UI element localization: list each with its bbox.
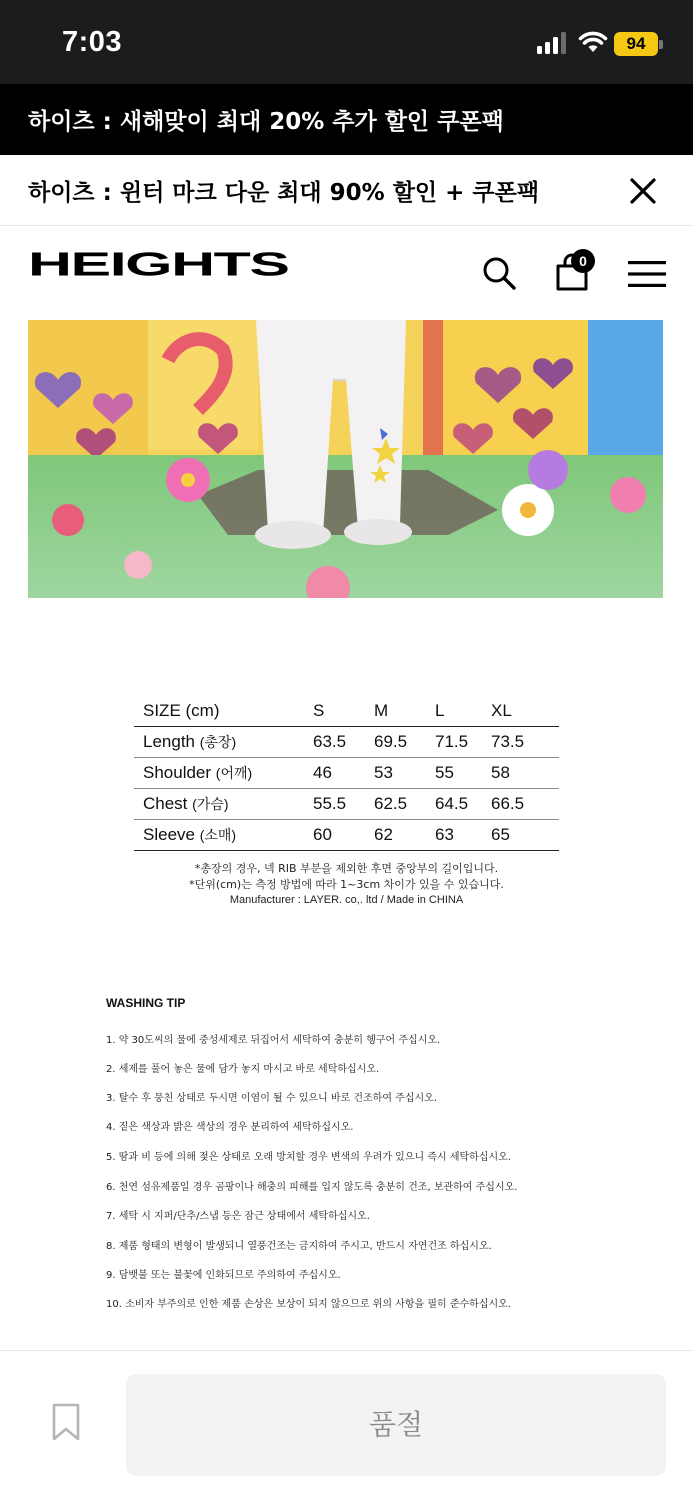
status-time: 7:03 (62, 26, 123, 58)
size-table-header-label: SIZE (cm) (143, 701, 220, 720)
battery-indicator: 94 (614, 32, 658, 56)
washing-tip-item: 4. 짙은 색상과 밝은 색상의 경우 분리하여 세탁하십시오. (106, 1122, 354, 1133)
table-row (134, 758, 559, 789)
row-label-en: Chest (143, 794, 188, 813)
size-table (134, 696, 559, 851)
washing-tip-item: 10. 소비자 부주의로 인한 제품 손상은 보상이 되지 않으므로 위의 사항을 필히 준수하십시오. (106, 1299, 511, 1310)
table-cell: 58 (491, 763, 510, 782)
battery-tip (659, 40, 663, 49)
washing-tip-item: 5. 땀과 비 등에 의해 젖은 상태로 오래 방치할 경우 변색의 우려가 있으니 즉시 세탁하십시오. (106, 1152, 511, 1163)
promo-banner-primary-text: 하이츠 : 새해맞이 최대 20% 추가 할인 쿠폰팩 (28, 109, 504, 135)
table-row (134, 789, 559, 820)
washing-tip-item: 9. 담뱃불 또는 불꽃에 인화되므로 주의하여 주십시오. (106, 1270, 341, 1281)
size-header-s: S (313, 701, 325, 720)
washing-tip-item: 6. 천연 섬유제품일 경우 곰팡이나 해충의 피해를 입지 않도록 충분히 건조, 보관하여 주십시오. (106, 1182, 518, 1193)
table-cell: 64.5 (435, 794, 469, 813)
table-cell: 62 (374, 825, 393, 844)
cart-count-badge: 0 (571, 249, 595, 273)
row-label-ko: (총장) (199, 734, 237, 750)
cellular-signal-icon (536, 32, 568, 54)
table-cell: 53 (374, 763, 393, 782)
size-header-l: L (435, 701, 445, 720)
table-cell: 46 (313, 763, 332, 782)
row-label-en: Shoulder (143, 763, 212, 782)
row-label-en: Sleeve (143, 825, 195, 844)
promo-banner-secondary-text: 하이츠 : 윈터 마크 다운 최대 90% 할인 + 쿠폰팩 (28, 180, 540, 206)
row-label-en: Length (143, 732, 195, 751)
washing-tip-item: 2. 세제를 풀어 놓은 물에 담가 놓지 마시고 바로 세탁하십시오. (106, 1064, 380, 1075)
table-cell: 73.5 (491, 732, 525, 751)
washing-tip-item: 3. 탈수 후 뭉친 상태로 두시면 이염이 될 수 있으니 바로 건조하여 주십시오. (106, 1093, 438, 1104)
row-label-ko: (소매) (199, 827, 237, 843)
table-cell: 65 (491, 825, 510, 844)
promo-banner-primary[interactable] (0, 84, 693, 155)
table-cell: 55.5 (313, 794, 347, 813)
brand-logo[interactable]: HEIGHTS (28, 245, 289, 283)
product-image (28, 320, 663, 598)
sold-out-button[interactable]: 품절 (126, 1374, 666, 1476)
size-header-xl: XL (491, 701, 512, 720)
close-icon[interactable] (622, 170, 664, 212)
row-label-ko: (가슴) (192, 796, 229, 812)
size-note-unit: *단위(cm)는 측정 방법에 따라 1~3cm 차이가 있을 수 있습니다. (189, 878, 504, 891)
size-table-header-row (134, 696, 559, 727)
washing-tip-title: WASHING TIP (106, 996, 186, 1010)
row-label (134, 789, 313, 820)
washing-tip-item: 7. 세탁 시 지퍼/단추/스냅 등은 잠근 상태에서 세탁하십시오. (106, 1211, 370, 1222)
washing-tip-item: 8. 제품 형태의 변형이 발생되니 열풍건조는 금지하여 주시고, 반드시 자연건조 하십시오. (106, 1241, 492, 1252)
table-cell: 55 (435, 763, 454, 782)
table-cell: 66.5 (491, 794, 525, 813)
wifi-icon (578, 30, 608, 54)
washing-tip-item: 1. 약 30도씨의 물에 중성세제로 뒤집어서 세탁하여 충분히 헹구어 주십시오. (106, 1035, 441, 1046)
table-row (134, 820, 559, 851)
promo-banner-secondary[interactable] (0, 155, 693, 226)
table-cell: 71.5 (435, 732, 469, 751)
search-icon[interactable] (480, 254, 518, 292)
bookmark-icon[interactable] (50, 1402, 82, 1442)
table-cell: 62.5 (374, 794, 408, 813)
size-note-length: *총장의 경우, 넥 RIB 부분을 제외한 후면 중앙부의 길이입니다. (194, 862, 499, 875)
manufacturer-note: Manufacturer : LAYER. co,. ltd / Made in CHINA (229, 894, 464, 906)
table-cell: 63.5 (313, 732, 347, 751)
row-label (134, 758, 313, 789)
table-row (134, 727, 559, 758)
table-cell: 63 (435, 825, 454, 844)
table-cell: 69.5 (374, 732, 408, 751)
row-label (134, 820, 313, 851)
row-label-ko: (어깨) (215, 765, 253, 781)
row-label (134, 727, 313, 758)
size-header-m: M (374, 701, 389, 720)
table-cell: 60 (313, 825, 332, 844)
hamburger-menu-icon[interactable] (628, 260, 666, 288)
